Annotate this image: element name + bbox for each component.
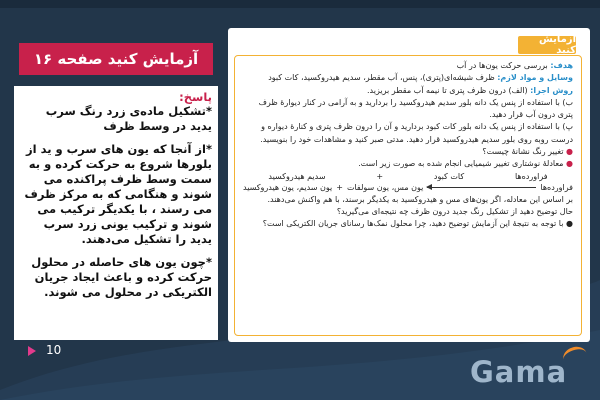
answer-paragraph-3: *چون یون های حاصله در محلول حرکت کرده و باعث ایجاد جریان الکتریکی در محلول می شوند. [31, 255, 212, 299]
page-number: 10 [46, 343, 62, 357]
product-1: یون مس، یون سولفات [346, 182, 424, 192]
products-row [243, 183, 573, 192]
slide-title: آزمایش کنید صفحه ۱۶ [19, 43, 213, 75]
textbook-image [228, 28, 590, 342]
gama-logo: Gama [470, 355, 568, 389]
product-plus: + [336, 182, 343, 192]
answer-label: پاسخ: [179, 90, 212, 104]
answer-panel [14, 86, 218, 340]
book-line: بر اساس این معادله، اگر یون‌های مس و هیدروکسید به یکدیگر برسند، با هم واکنش می‌دهند. [267, 194, 573, 204]
book-line: ● با توجه به نتیجهٔ این آزمایش توضیح دهید، چرا محلول نمک‌ها رسانای جریان الکتریکی است؟ [262, 219, 573, 229]
book-header: آزمایش کنید [518, 36, 576, 54]
reactant-2: سدیم هیدروکسید [268, 171, 326, 181]
book-line: روش اجرا: (الف) درون ظرف پتری تا نیمه آب مقطر بریزید. [367, 85, 573, 95]
book-line: ● معادلهٔ نوشتاری تغییر شیمیایی انجام شده به صورت زیر است. [358, 159, 573, 169]
book-line: ● تغییر رنگ نشانهٔ چیست؟ [482, 147, 573, 157]
book-content [234, 55, 582, 336]
play-icon[interactable] [28, 346, 36, 356]
reactants-row [243, 172, 573, 181]
book-line: هدف: بررسی حرکت یون‌ها در آب [456, 61, 573, 70]
product-2: یون سدیم، یون هیدروکسید [243, 182, 333, 192]
reactants-label: فراورده‌ها [514, 171, 548, 181]
reactant-1: کات کبود [433, 171, 465, 181]
answer-paragraph-1: *تشکیل ماده‌ی زرد رنگ سرب یدید در وسط ظرف [45, 104, 212, 133]
book-line: حال توضیح دهید از تشکیل رنگ جدید درون ظرف چه نتیجه‌ای می‌گیرید؟ [336, 206, 573, 216]
reaction-arrow [427, 187, 536, 188]
reactant-plus: + [376, 171, 384, 181]
book-line: ب) با استفاده از پنس یک دانه بلور سدیم هیدروکسید را بردارید و به آرامی در کنار دیوارهٔ ظرف پتری درون آب قرار دهید. [258, 97, 573, 120]
answer-paragraph-2: *از آنجا که یون های سرب و ید از بلورها شروع به حرکت کرده و به سمت وسط ظرف پراکنده می شوند و هنگامی که به مرکز ظرف می رسند ، با یکدیگر ترکیب می شوند و ترکیب یونی زرد سرب یدید را تشکیل می‌دهند. [24, 142, 212, 246]
book-line: وسایل و مواد لازم: ظرف شیشه‌ای(پتری)، پنس، آب مقطر، سدیم هیدروکسید، کات کبود [268, 73, 573, 83]
book-line: پ) با استفاده از پنس یک دانه بلور کات کبود بردارید و آن را درون ظرف پتری و کنارهٔ دیواره و درست روبه روی بلور سدیم هیدروکسید قرار دهید. مدتی صبر کنید و مشاهدات خود را بنویسید. [260, 122, 573, 144]
products-label: فراورده‌ها [540, 182, 573, 192]
